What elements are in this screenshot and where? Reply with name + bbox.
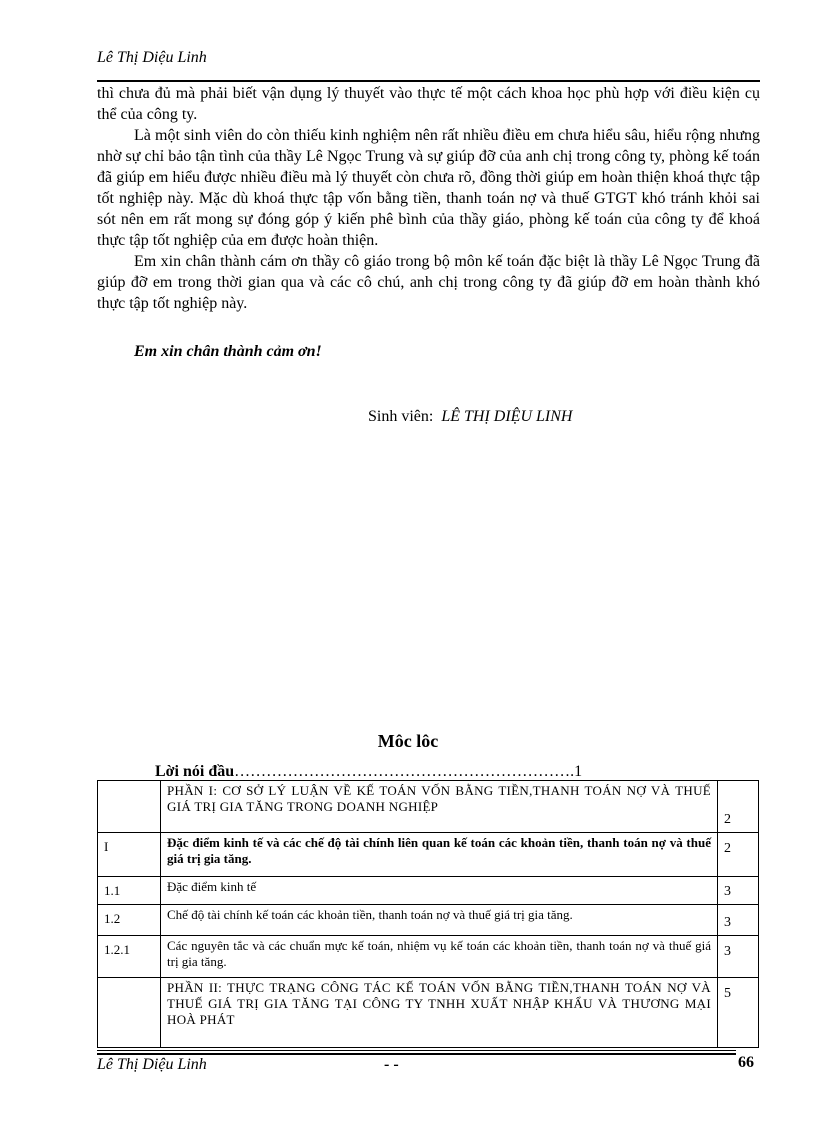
signature (368, 408, 572, 426)
body-text (97, 83, 760, 314)
toc-row-number: I (98, 833, 161, 877)
toc-row-page: 3 (718, 877, 759, 905)
toc-row-number (98, 781, 161, 833)
paragraph-1: thì chưa đủ mà phải biết vận dụng lý thuyết vào thực tế một cách khoa học phù hợp với điều kiện cụ thể của công ty. (97, 85, 760, 123)
toc-row-page: 5 (718, 978, 759, 1048)
toc-row (98, 877, 759, 905)
toc-row-text: PHẦN II: THỰC TRẠNG CÔNG TÁC KẾ TOÁN VỐN BẰNG TIỀN,THANH TOÁN NỢ VÀ THUẾ GIÁ TRỊ GIA TĂNG TẠI CÔNG TY TNHH XUẤT NHẬP KHẨU VÀ THƯƠNG MẠI HOÀ PHÁT (161, 978, 718, 1048)
signature-label: Sinh viên: (368, 408, 434, 425)
signature-name: LÊ THỊ DIỆU LINH (441, 408, 573, 425)
preface-page: 1 (574, 763, 583, 780)
toc-row-text: Đặc điểm kinh tế (161, 877, 718, 905)
toc-row-number: 1.2.1 (98, 936, 161, 978)
toc-row-page: 2 (718, 833, 759, 877)
toc-row-text: Chế độ tài chính kế toán các khoản tiền, thanh toán nợ và thuế giá trị gia tăng. (161, 905, 718, 936)
toc-title: Môc lôc (377, 731, 439, 751)
preface-dots: ………………………………………………………. (234, 763, 575, 780)
toc-row-page: 3 (718, 936, 759, 978)
toc-row-text: Các nguyên tắc và các chuẩn mực kế toán, nhiệm vụ kế toán các khoản tiền, thanh toán nợ và thuế giá trị gia tăng. (161, 936, 718, 978)
toc-row-text: PHẦN I: CƠ SỞ LÝ LUẬN VỀ KẾ TOÁN VỐN BẰNG TIỀN,THANH TOÁN NỢ VÀ THUẾ GIÁ TRỊ GIA TĂNG TRONG DOANH NGHIỆP (161, 781, 718, 833)
footer-author: Lê Thị Diệu Linh (97, 1056, 207, 1073)
closing-thanks: Em xin chân thành cảm ơn! (134, 343, 322, 360)
toc-row (98, 833, 759, 877)
preface-label: Lời nói đầu (155, 763, 235, 780)
toc-row-number (98, 978, 161, 1048)
toc-row-page: 3 (718, 905, 759, 936)
footer-rule (97, 1053, 736, 1055)
toc-preface (155, 763, 582, 781)
toc-row-number: 1.2 (98, 905, 161, 936)
toc-row-text: Đặc điểm kinh tế và các chế độ tài chính liên quan kế toán các khoản tiền, thanh toán nợ và thuế giá trị gia tăng. (161, 833, 718, 877)
footer-page-number: 66 (738, 1054, 754, 1071)
paragraph-2: Là một sinh viên do còn thiếu kinh nghiệm nên rất nhiều điều em chưa hiểu sâu, hiểu rộng nhưng nhờ sự chỉ bảo tận tình của thầy Lê Ngọc Trung và sự giúp đỡ của anh chị trong công ty, phòng kế toán đã giúp em hiểu được nhiều điều mà lý thuyết còn chưa rõ, đồng thời giúp em hoàn thiện khoá thực tập tốt nghiệp này. Mặc dù khoá thực tập vốn bằng tiền, thanh toán nợ và thuế GTGT khó tránh khỏi sai sót nên em rất mong sự đóng góp ý kiến phê bình của thầy giáo, phòng kế toán của công ty để khoá thực tập tốt nghiệp của em được hoàn thiện. (97, 127, 760, 249)
toc-row (98, 905, 759, 936)
header-rule (97, 80, 760, 82)
toc-row (98, 936, 759, 978)
toc-row-number: 1.1 (98, 877, 161, 905)
toc-row (98, 978, 759, 1048)
footer-page-field: - - (384, 1056, 399, 1073)
toc-row-page: 2 (718, 781, 759, 833)
header-author: Lê Thị Diệu Linh (97, 49, 207, 66)
toc-table (97, 780, 759, 1048)
paragraph-3: Em xin chân thành cám ơn thầy cô giáo trong bộ môn kế toán đặc biệt là thầy Lê Ngọc Trung đã giúp đỡ em trong thời gian qua và các cô chú, anh chị trong công ty đã giúp đỡ em hoàn thành khó thực tập tốt nghiệp này. (97, 253, 760, 312)
toc-row (98, 781, 759, 833)
footer-rule (97, 1050, 736, 1051)
